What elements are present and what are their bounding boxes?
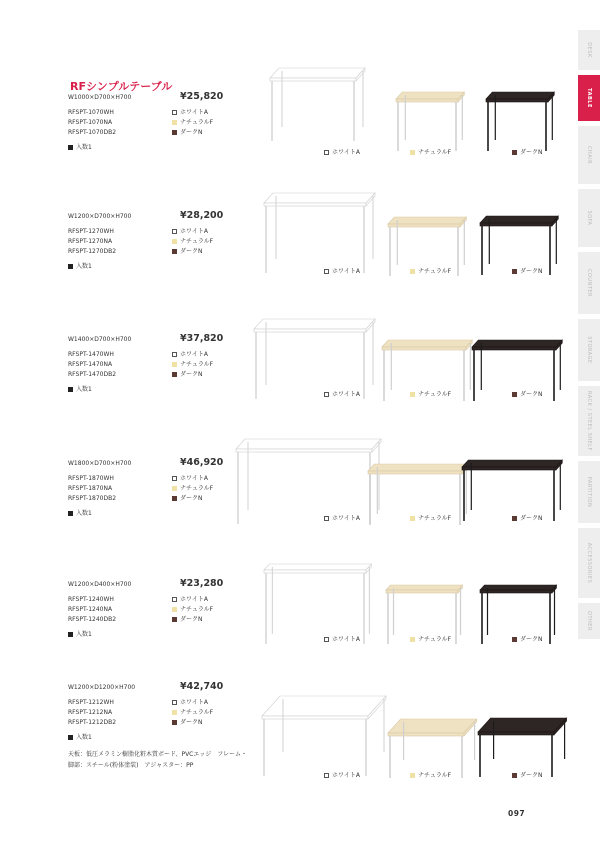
tab-counter[interactable]	[578, 252, 600, 314]
caption-label: ナチュラルF	[418, 268, 452, 275]
image-caption	[324, 389, 360, 398]
caption-label: ダークN	[520, 515, 543, 522]
caption-label: ホワイトA	[332, 268, 360, 275]
color-swatch	[172, 720, 177, 725]
tab-label: STORAGE	[586, 336, 592, 364]
image-caption	[512, 634, 543, 643]
color-swatch	[324, 637, 329, 642]
color-option	[172, 718, 213, 728]
tab-label: SOFA	[586, 210, 592, 226]
color-label: ナチュラルF	[180, 485, 214, 492]
color-label: ダークN	[180, 616, 203, 623]
caption-label: ダークN	[520, 149, 543, 156]
color-list	[172, 108, 213, 138]
caption-label: ダークN	[520, 772, 543, 779]
page-title: RFシンプルテーブル	[70, 80, 173, 93]
bullet-square	[68, 511, 73, 516]
page-number: 097	[508, 809, 526, 818]
color-option	[172, 247, 213, 257]
model-number: RFSPT-1212NA	[68, 709, 113, 716]
model-list	[68, 350, 116, 380]
image-caption	[324, 634, 360, 643]
color-swatch	[512, 150, 517, 155]
table-image-natural	[394, 90, 471, 154]
material-description: 天板：低圧メラミン樹脂化粧木質ボード、PVCエッジ フレーム・脚部：スチール(粉体塗装) アジャスター：PP	[68, 751, 248, 769]
quantity	[68, 261, 92, 270]
color-label: ホワイトA	[180, 596, 208, 603]
dimensions: W1000×D700×H700	[68, 94, 132, 101]
model-number: RFSPT-1070WH	[68, 109, 114, 116]
color-swatch	[172, 617, 177, 622]
quantity	[68, 142, 92, 151]
color-label: ダークN	[180, 371, 203, 378]
price: ¥37,820	[180, 333, 224, 344]
caption-label: ダークN	[520, 268, 543, 275]
dimensions: W1200×D1200×H700	[68, 684, 136, 691]
image-caption	[512, 770, 543, 779]
color-swatch	[512, 516, 517, 521]
price: ¥46,920	[180, 457, 224, 468]
tab-label: CHAIR	[586, 145, 592, 165]
color-swatch	[410, 773, 415, 778]
color-swatch	[172, 120, 177, 125]
image-caption	[324, 147, 360, 156]
table-image-white	[234, 437, 388, 527]
quantity-text: 入数1	[76, 144, 92, 151]
image-caption	[512, 389, 543, 398]
model-number: RFSPT-1470NA	[68, 361, 113, 368]
quantity-text: 入数1	[76, 386, 92, 393]
color-swatch	[172, 700, 177, 705]
bullet-square	[68, 387, 73, 392]
caption-label: ナチュラルF	[418, 636, 452, 643]
dimensions: W1400×D700×H700	[68, 336, 132, 343]
tab-label: ACCESSORIES	[586, 542, 592, 584]
quantity	[68, 384, 92, 393]
color-option	[172, 370, 213, 380]
caption-label: ダークN	[520, 636, 543, 643]
color-swatch	[410, 392, 415, 397]
image-caption	[410, 147, 451, 156]
quantity	[68, 508, 92, 517]
color-label: ホワイトA	[180, 109, 208, 116]
color-swatch	[410, 269, 415, 274]
image-caption	[324, 513, 360, 522]
image-caption	[512, 513, 543, 522]
color-swatch	[172, 496, 177, 501]
color-swatch	[172, 607, 177, 612]
tab-label: COUNTER	[586, 268, 592, 298]
model-number: RFSPT-1270NA	[68, 238, 113, 245]
model-list	[68, 698, 116, 728]
tab-label: RACK / STEEL SHELF	[586, 391, 592, 451]
model-number: RFSPT-1212WH	[68, 699, 114, 706]
model-list	[68, 108, 116, 138]
color-option	[172, 237, 213, 247]
model-list	[68, 595, 116, 625]
color-option	[172, 227, 213, 237]
tab-rack[interactable]	[578, 386, 600, 456]
image-caption	[324, 266, 360, 275]
tab-table[interactable]	[578, 75, 600, 121]
color-swatch	[172, 229, 177, 234]
color-label: ホワイトA	[180, 699, 208, 706]
table-image-white	[262, 191, 382, 276]
color-list	[172, 227, 213, 257]
table-image-white	[260, 694, 394, 779]
price: ¥42,740	[180, 681, 224, 692]
dimensions: W1200×D700×H700	[68, 213, 132, 220]
color-option	[172, 474, 213, 484]
image-caption	[410, 634, 451, 643]
table-image-white	[262, 562, 378, 647]
image-caption	[512, 147, 543, 156]
model-number: RFSPT-1870WH	[68, 475, 114, 482]
image-caption	[410, 389, 451, 398]
tab-sofa[interactable]	[578, 189, 600, 247]
color-label: ダークN	[180, 719, 203, 726]
color-label: ダークN	[180, 129, 203, 136]
color-label: ナチュラルF	[180, 238, 214, 245]
color-swatch	[172, 362, 177, 367]
color-swatch	[512, 392, 517, 397]
color-list	[172, 698, 213, 728]
color-label: ナチュラルF	[180, 119, 214, 126]
caption-label: ダークN	[520, 391, 543, 398]
image-caption	[324, 770, 360, 779]
model-number: RFSPT-1270WH	[68, 228, 114, 235]
color-swatch	[324, 392, 329, 397]
color-swatch	[324, 516, 329, 521]
color-swatch	[410, 150, 415, 155]
color-label: ホワイトA	[180, 351, 208, 358]
image-caption	[410, 266, 451, 275]
color-option	[172, 698, 213, 708]
model-number: RFSPT-1470WH	[68, 351, 114, 358]
color-option	[172, 484, 213, 494]
color-swatch	[172, 372, 177, 377]
color-option	[172, 615, 213, 625]
color-option	[172, 128, 213, 138]
tab-accessories[interactable]	[578, 528, 600, 598]
table-image-dark	[484, 90, 561, 154]
tab-label: TABLE	[586, 88, 592, 108]
color-label: ナチュラルF	[180, 709, 214, 716]
color-swatch	[172, 476, 177, 481]
color-label: ダークN	[180, 495, 203, 502]
tab-partition[interactable]	[578, 461, 600, 523]
tab-other[interactable]	[578, 603, 600, 639]
quantity-text: 入数1	[76, 263, 92, 270]
color-list	[172, 474, 213, 504]
color-option	[172, 708, 213, 718]
tab-label: PARTITION	[586, 476, 592, 508]
color-option	[172, 350, 213, 360]
color-swatch	[410, 516, 415, 521]
tab-label: OTHER	[586, 611, 592, 631]
color-option	[172, 494, 213, 504]
color-list	[172, 595, 213, 625]
caption-label: ナチュラルF	[418, 772, 452, 779]
model-number: RFSPT-1240WH	[68, 596, 114, 603]
color-swatch	[172, 130, 177, 135]
color-swatch	[410, 637, 415, 642]
caption-label: ホワイトA	[332, 636, 360, 643]
color-swatch	[172, 352, 177, 357]
model-number: RFSPT-1870NA	[68, 485, 113, 492]
caption-label: ホワイトA	[332, 515, 360, 522]
tab-chair[interactable]	[578, 126, 600, 184]
model-number: RFSPT-1070NA	[68, 119, 113, 126]
dimensions: W1800×D700×H700	[68, 460, 132, 467]
quantity-text: 入数1	[76, 510, 92, 517]
dimensions: W1200×D400×H700	[68, 581, 132, 588]
quantity-text: 入数1	[76, 734, 92, 741]
color-swatch	[512, 269, 517, 274]
image-caption	[410, 770, 451, 779]
color-label: ダークN	[180, 248, 203, 255]
color-swatch	[172, 249, 177, 254]
color-option	[172, 360, 213, 370]
image-caption	[410, 513, 451, 522]
color-swatch	[172, 486, 177, 491]
table-image-white	[268, 66, 372, 144]
price: ¥28,200	[180, 210, 224, 221]
bullet-square	[68, 145, 73, 150]
color-option	[172, 108, 213, 118]
model-number: RFSPT-1270DB2	[68, 248, 117, 255]
color-label: ナチュラルF	[180, 361, 214, 368]
caption-label: ホワイトA	[332, 391, 360, 398]
color-swatch	[324, 150, 329, 155]
color-swatch	[324, 269, 329, 274]
color-swatch	[172, 597, 177, 602]
color-option	[172, 595, 213, 605]
color-option	[172, 118, 213, 128]
color-swatch	[172, 110, 177, 115]
color-swatch	[324, 773, 329, 778]
color-swatch	[172, 710, 177, 715]
caption-label: ナチュラルF	[418, 391, 452, 398]
model-list	[68, 474, 116, 504]
model-number: RFSPT-1070DB2	[68, 129, 117, 136]
color-list	[172, 350, 213, 380]
table-image-white	[252, 317, 382, 402]
category-sidebar	[578, 30, 600, 644]
tab-storage[interactable]	[578, 319, 600, 381]
model-number: RFSPT-1470DB2	[68, 371, 117, 378]
tab-label: DESK	[586, 42, 592, 58]
quantity	[68, 732, 92, 741]
price: ¥25,820	[180, 91, 224, 102]
color-label: ホワイトA	[180, 475, 208, 482]
quantity-text: 入数1	[76, 631, 92, 638]
price: ¥23,280	[180, 578, 224, 589]
model-number: RFSPT-1212DB2	[68, 719, 117, 726]
color-swatch	[512, 637, 517, 642]
bullet-square	[68, 735, 73, 740]
quantity	[68, 629, 92, 638]
caption-label: ホワイトA	[332, 772, 360, 779]
caption-label: ナチュラルF	[418, 515, 452, 522]
image-caption	[512, 266, 543, 275]
tab-desk[interactable]	[578, 30, 600, 70]
model-list	[68, 227, 116, 257]
color-swatch	[512, 773, 517, 778]
bullet-square	[68, 632, 73, 637]
model-number: RFSPT-1240DB2	[68, 616, 117, 623]
color-label: ナチュラルF	[180, 606, 214, 613]
color-swatch	[172, 239, 177, 244]
caption-label: ホワイトA	[332, 149, 360, 156]
color-option	[172, 605, 213, 615]
model-number: RFSPT-1870DB2	[68, 495, 117, 502]
caption-label: ナチュラルF	[418, 149, 452, 156]
bullet-square	[68, 264, 73, 269]
model-number: RFSPT-1240NA	[68, 606, 113, 613]
color-label: ホワイトA	[180, 228, 208, 235]
